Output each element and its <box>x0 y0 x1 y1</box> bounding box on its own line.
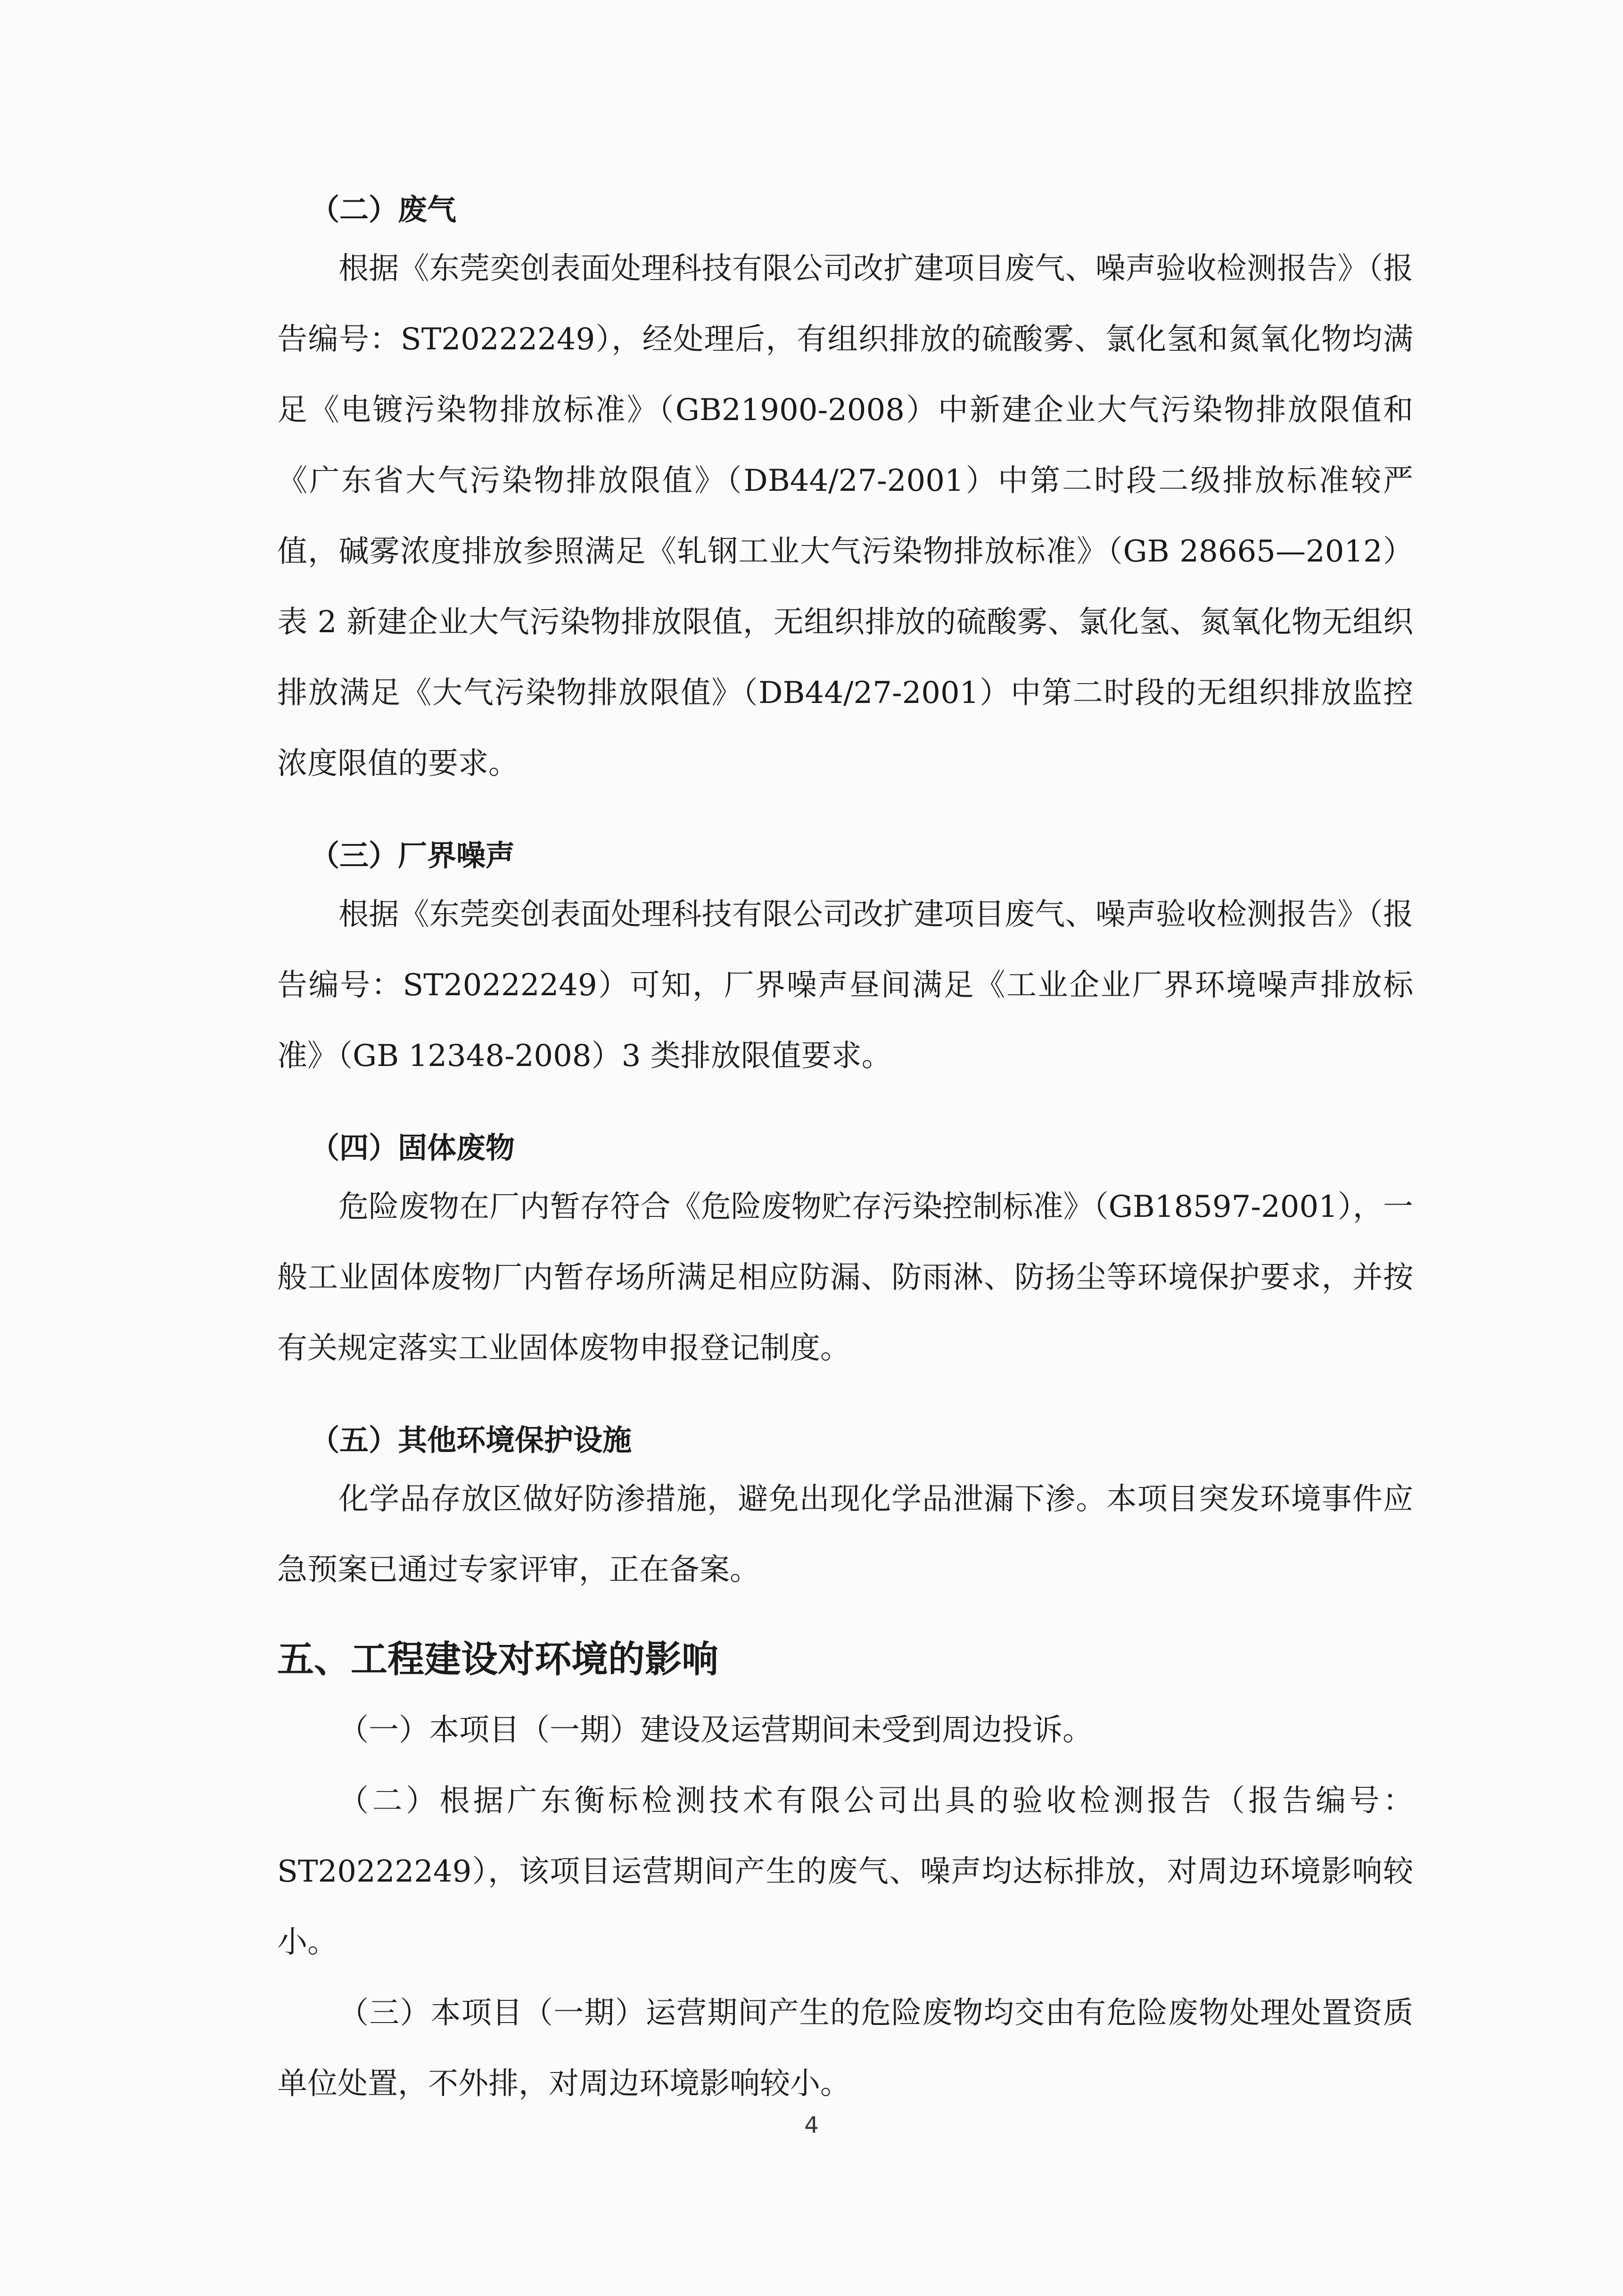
solid-waste-heading: （四）固体废物 <box>310 1131 515 1165</box>
impact-item-3: （三）本项目（一期）运营期间产生的危险废物均交由有危险废物处理处置资质单位处置，不外排，对周边环境影响较小。 <box>277 1996 1413 2101</box>
noise-paragraph: 根据《东莞奕创表面处理科技有限公司改扩建项目废气、噪声验收检测报告》（报告编号：ST20222249）可知，厂界噪声昼间满足《工业企业厂界环境噪声排放标准》（GB 12348-2008）3 类排放限值要求。 <box>277 897 1413 1074</box>
page-number: 4 <box>804 2112 819 2139</box>
exhaust-paragraph: 根据《东莞奕创表面处理科技有限公司改扩建项目废气、噪声验收检测报告》（报告编号：ST20222249），经处理后，有组织排放的硫酸雾、氯化氢和氮氧化物均满足《电镀污染物排放标准》（GB21900-2008）中新建企业大气污染物排放限值和《广东省大气污染物排放限值》（DB44/27-2001）中第二时段二级排放标准较严值，碱雾浓度排放参照满足《轧钢工业大气污染物排放标准》（GB 28665—2012）表 2 新建企业大气污染物排放限值，无组织排放的硫酸雾、氯化氢、氮氧化物无组织排放满足《大气污染物排放限值》（DB44/27-2001）中第二时段的无组织排放监控浓度限值的要求。 <box>277 251 1413 781</box>
impact-heading: 五、工程建设对环境的影响 <box>277 1638 719 1681</box>
other-facilities-paragraph: 化学品存放区做好防渗措施，避免出现化学品泄漏下渗。本项目突发环境事件应急预案已通过专家评审，正在备案。 <box>277 1482 1413 1587</box>
solid-waste-paragraph: 危险废物在厂内暂存符合《危险废物贮存污染控制标准》（GB18597-2001），一般工业固体废物厂内暂存场所满足相应防漏、防雨淋、防扬尘等环境保护要求，并按有关规定落实工业固体废物申报登记制度。 <box>277 1189 1413 1366</box>
other-facilities-heading: （五）其他环境保护设施 <box>310 1423 632 1457</box>
noise-heading: （三）厂界噪声 <box>310 838 515 873</box>
impact-item-1: （一）本项目（一期）建设及运营期间未受到周边投诉。 <box>338 1713 1093 1748</box>
exhaust-heading: （二）废气 <box>310 192 457 227</box>
page-content <box>277 186 1413 2119</box>
impact-item-2: （二）根据广东衡标检测技术有限公司出具的验收检测报告（报告编号：ST20222249），该项目运营期间产生的废气、噪声均达标排放，对周边环境影响较小。 <box>277 1784 1413 1960</box>
